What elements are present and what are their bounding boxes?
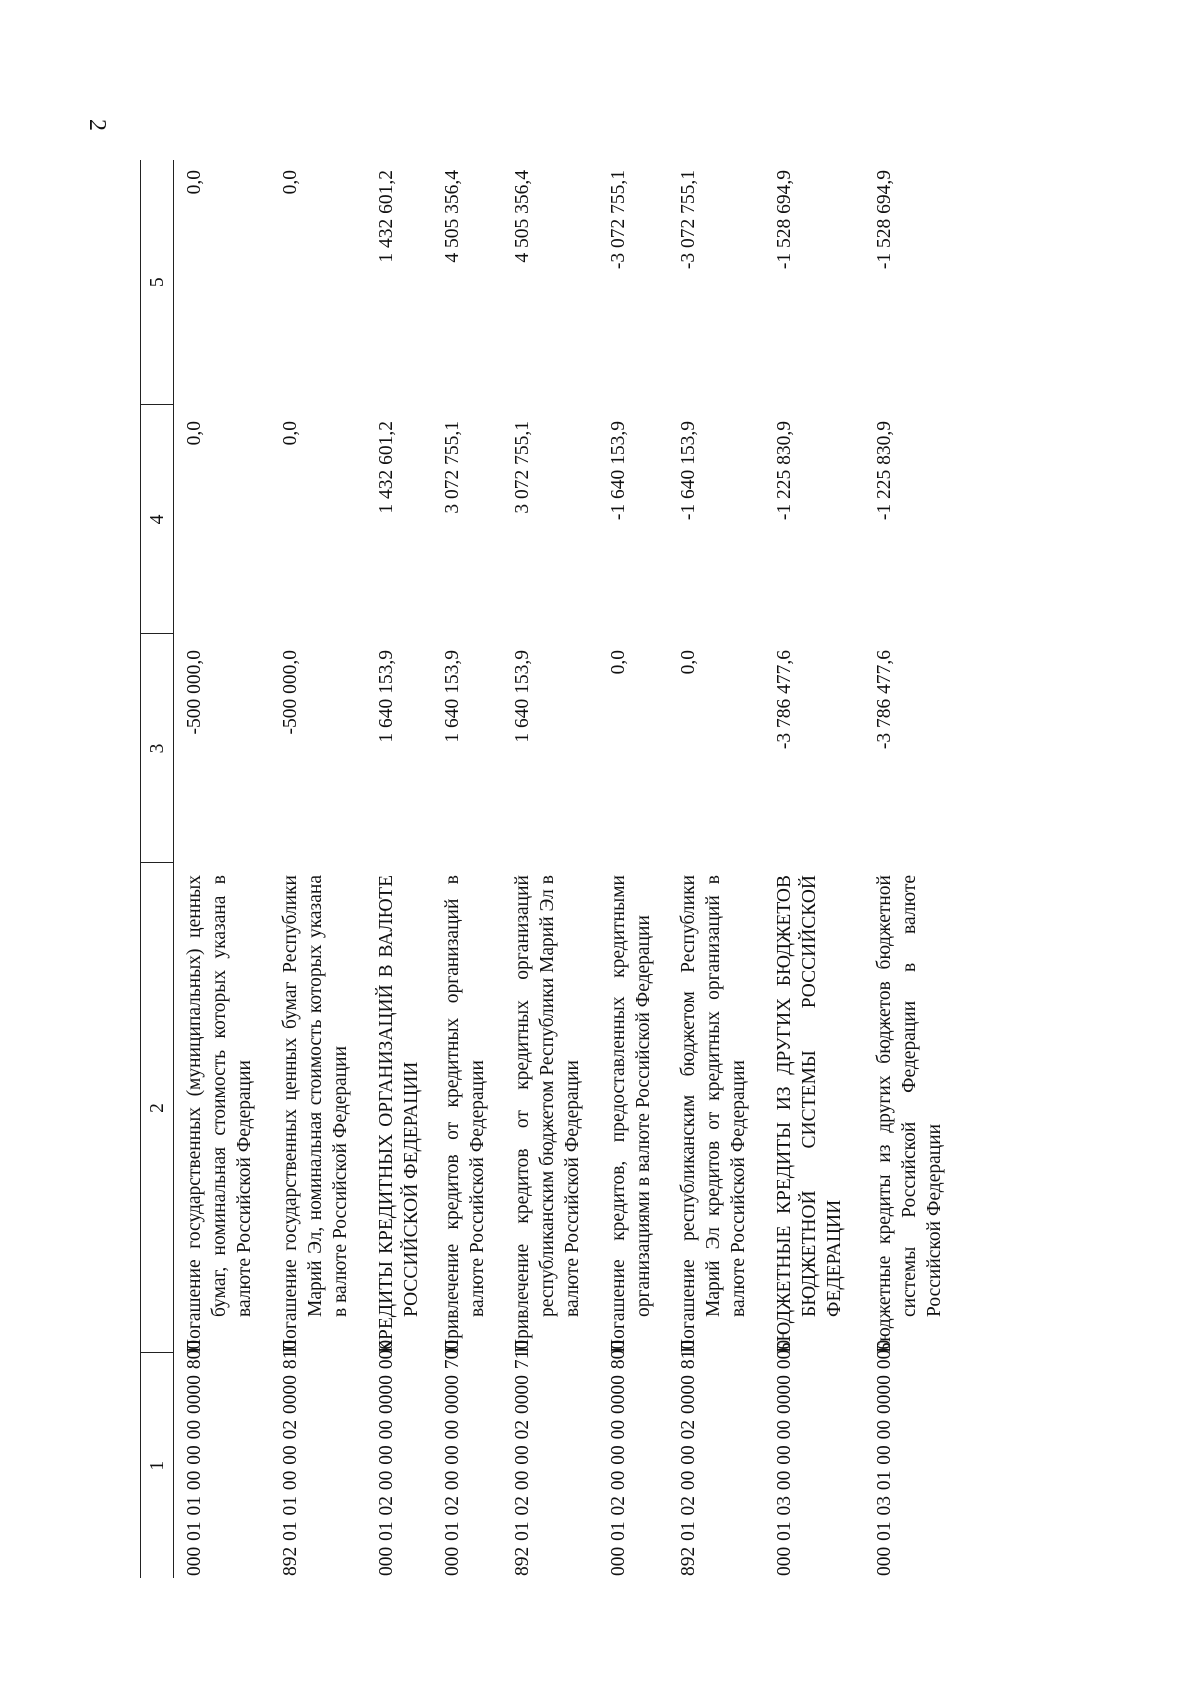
- row-name-cell: [502, 863, 598, 1353]
- value-col-3: 1 640 153,9: [442, 650, 463, 743]
- value-col-3: 1 640 153,9: [376, 650, 397, 743]
- header-col-5: 5: [141, 160, 174, 405]
- table-row: [668, 160, 764, 1578]
- header-col-3: 3: [141, 634, 174, 863]
- value-col-4: 3 072 755,1: [442, 421, 463, 514]
- value-col-3: -500 000,0: [184, 650, 205, 735]
- budget-code: 000 01 02 00 00 00 0000 000: [376, 1339, 397, 1576]
- row-name: Привлечение кредитов от кредитных организаций в валюте Российской Федерации: [442, 875, 488, 1353]
- header-col-1: 1: [141, 1353, 174, 1578]
- row-name: Погашение государственных ценных бумаг Республики Марий Эл, номинальная стоимость которых указана в валюте Российской Федерации: [280, 875, 351, 1353]
- value-col-4: -1 640 153,9: [608, 421, 629, 521]
- row-name-cell: [864, 863, 964, 1353]
- row-name: Бюджетные кредиты из других бюджетов бюджетной системы Российской Федерации в валюте Российской Федерации: [874, 875, 945, 1353]
- value-col-5: 4 505 356,4: [512, 170, 533, 263]
- table-row: [366, 160, 432, 1578]
- value-col-5: 4 505 356,4: [442, 170, 463, 263]
- budget-sources-table: [140, 160, 964, 1578]
- value-col-4: 3 072 755,1: [512, 421, 533, 514]
- table-row: [432, 160, 502, 1578]
- row-name-cell: [366, 863, 432, 1353]
- value-col-4: -1 225 830,9: [774, 421, 795, 521]
- value-col-3: -3 786 477,6: [874, 650, 895, 750]
- header-col-2: 2: [141, 863, 174, 1353]
- value-col-4: 1 432 601,2: [376, 421, 397, 514]
- table-row: [270, 160, 366, 1578]
- row-name-cell: [598, 863, 668, 1353]
- value-col-3: -500 000,0: [280, 650, 301, 735]
- page-number: 2: [84, 119, 110, 131]
- value-col-5: -3 072 755,1: [608, 170, 629, 270]
- budget-code: 000 01 02 00 00 00 0000 700: [442, 1339, 463, 1576]
- value-col-4: 0,0: [184, 421, 205, 446]
- value-col-5: 0,0: [184, 170, 205, 195]
- budget-code: 892 01 02 00 00 02 0000 710: [512, 1339, 533, 1576]
- budget-code: 000 01 03 00 00 00 0000 000: [774, 1339, 795, 1576]
- table-row: [764, 160, 864, 1578]
- value-col-4: -1 225 830,9: [874, 421, 895, 521]
- table-row: [502, 160, 598, 1578]
- table-header-row: [141, 160, 174, 1578]
- table-row: [598, 160, 668, 1578]
- value-col-3: -3 786 477,6: [774, 650, 795, 750]
- value-col-4: 0,0: [280, 421, 301, 446]
- budget-code: 000 01 01 00 00 00 0000 800: [184, 1339, 205, 1576]
- row-name-cell: [270, 863, 366, 1353]
- budget-code: 000 01 02 00 00 00 0000 800: [608, 1339, 629, 1576]
- row-name: Погашение республиканским бюджетом Республики Марий Эл кредитов от кредитных организаций в валюте Российской Федерации: [678, 875, 749, 1353]
- value-col-5: -1 528 694,9: [874, 170, 895, 270]
- row-name: Привлечение кредитов от кредитных организаций республиканским бюджетом Республики Марий Эл в валюте Российской Федерации: [512, 875, 583, 1353]
- value-col-5: 0,0: [280, 170, 301, 195]
- row-name-cell: [432, 863, 502, 1353]
- value-col-3: 0,0: [678, 650, 699, 675]
- value-col-5: 1 432 601,2: [376, 170, 397, 263]
- value-col-4: -1 640 153,9: [678, 421, 699, 521]
- budget-code: 000 01 03 01 00 00 0000 000: [874, 1339, 895, 1576]
- row-name: БЮДЖЕТНЫЕ КРЕДИТЫ ИЗ ДРУГИХ БЮДЖЕТОВ БЮДЖЕТНОЙ СИСТЕМЫ РОССИЙСКОЙ ФЕДЕРАЦИИ: [774, 875, 845, 1353]
- budget-code: 892 01 01 00 00 02 0000 810: [280, 1339, 301, 1576]
- row-name-cell: [174, 863, 271, 1353]
- row-name: Погашение кредитов, предоставленных кредитными организациями в валюте Российской Федерации: [608, 875, 654, 1353]
- value-col-3: 0,0: [608, 650, 629, 675]
- row-name-cell: [668, 863, 764, 1353]
- header-col-4: 4: [141, 405, 174, 634]
- row-name: Погашение государственных (муниципальных) ценных бумаг, номинальная стоимость которых указана в валюте Российской Федерации: [184, 875, 255, 1353]
- row-name: КРЕДИТЫ КРЕДИТНЫХ ОРГАНИЗАЦИЙ В ВАЛЮТЕ РОССИЙСКОЙ ФЕДЕРАЦИИ: [376, 875, 422, 1353]
- table-row: [864, 160, 964, 1578]
- value-col-5: -1 528 694,9: [774, 170, 795, 270]
- row-name-cell: [764, 863, 864, 1353]
- value-col-3: 1 640 153,9: [512, 650, 533, 743]
- value-col-5: -3 072 755,1: [678, 170, 699, 270]
- table-row: [174, 160, 271, 1578]
- budget-code: 892 01 02 00 00 02 0000 810: [678, 1339, 699, 1576]
- rotated-page-content: [140, 160, 1025, 1578]
